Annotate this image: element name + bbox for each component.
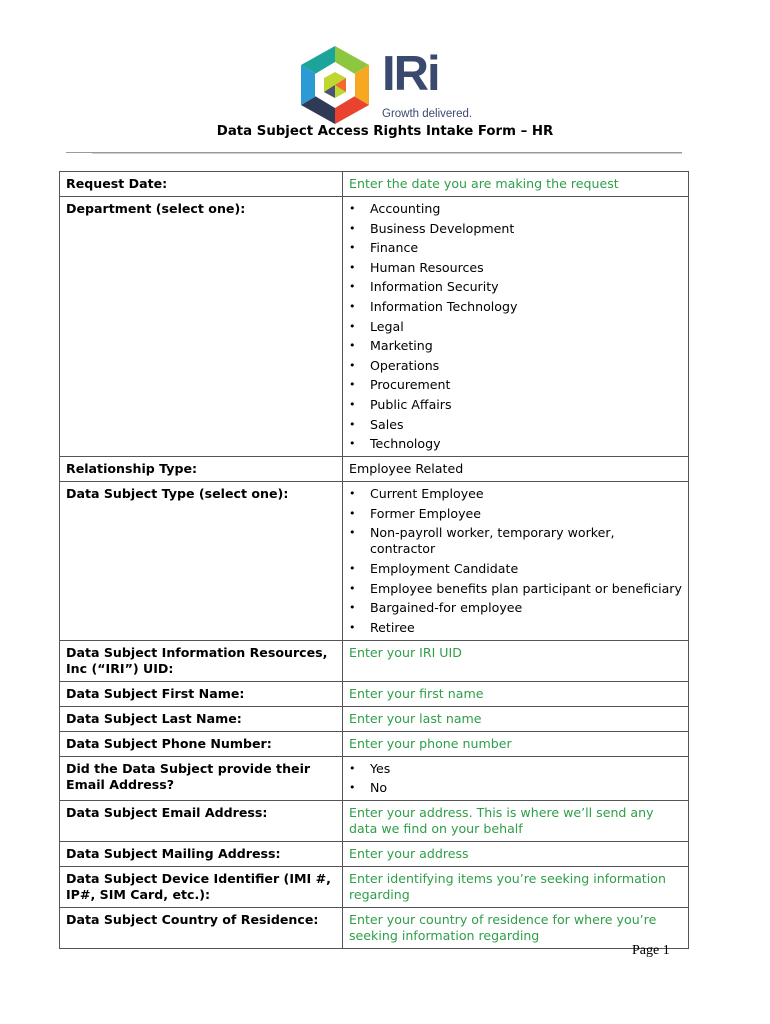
form-title: Data Subject Access Rights Intake Form – HR	[216, 124, 554, 139]
department-option[interactable]: • Finance	[349, 240, 682, 256]
subject-type-option[interactable]: • Employment Candidate	[349, 561, 682, 577]
row-last-name	[60, 706, 689, 731]
label-country: Data Subject Country of Residence:	[60, 908, 343, 949]
department-option[interactable]: • Public Affairs	[349, 397, 682, 413]
row-department	[60, 197, 689, 457]
subject-type-option[interactable]: • Bargained-for employee	[349, 600, 682, 616]
label-iri-uid: Data Subject Information Resources, Inc (“IRI”) UID:	[60, 640, 343, 681]
row-first-name	[60, 681, 689, 706]
label-first-name: Data Subject First Name:	[60, 681, 343, 706]
last-name-field[interactable]: Enter your last name	[343, 706, 689, 731]
email-field[interactable]: Enter your address. This is where we’ll send any data we find on your behalf	[343, 801, 689, 842]
page-number: Page 1	[632, 943, 670, 958]
row-relationship-type	[60, 457, 689, 482]
label-request-date: Request Date:	[60, 172, 343, 197]
row-mailing-address	[60, 842, 689, 867]
phone-field[interactable]: Enter your phone number	[343, 731, 689, 756]
department-option[interactable]: • Human Resources	[349, 260, 682, 276]
label-email-provided: Did the Data Subject provide their Email Address?	[60, 756, 343, 801]
subject-type-option[interactable]: • Current Employee	[349, 486, 682, 502]
intake-form-table	[59, 171, 689, 949]
subject-type-options	[343, 482, 689, 641]
department-option[interactable]: • Business Development	[349, 221, 682, 237]
row-subject-type	[60, 482, 689, 641]
email-provided-options	[343, 756, 689, 801]
first-name-field[interactable]: Enter your first name	[343, 681, 689, 706]
subject-type-option[interactable]: • Former Employee	[349, 506, 682, 522]
row-iri-uid	[60, 640, 689, 681]
brand-wordmark: IRi	[382, 47, 439, 101]
email-provided-option-yes[interactable]: • Yes	[349, 761, 682, 777]
title-divider-shadow	[92, 153, 682, 154]
row-email-provided	[60, 756, 689, 801]
department-option[interactable]: • Information Security	[349, 279, 682, 295]
row-request-date	[60, 172, 689, 197]
department-option[interactable]: • Marketing	[349, 338, 682, 354]
iri-uid-field[interactable]: Enter your IRI UID	[343, 640, 689, 681]
row-country	[60, 908, 689, 949]
label-email: Data Subject Email Address:	[60, 801, 343, 842]
relationship-type-value: Employee Related	[343, 457, 689, 482]
subject-type-option[interactable]: • Employee benefits plan participant or beneficiary	[349, 581, 682, 597]
iri-logo	[298, 44, 478, 126]
brand-tagline: Growth delivered.	[382, 108, 473, 120]
row-device-id	[60, 867, 689, 908]
row-phone	[60, 731, 689, 756]
label-mailing-address: Data Subject Mailing Address:	[60, 842, 343, 867]
mailing-address-field[interactable]: Enter your address	[343, 842, 689, 867]
department-options	[343, 197, 689, 457]
request-date-field[interactable]: Enter the date you are making the request	[343, 172, 689, 197]
hexagon-logo-icon	[298, 44, 372, 126]
subject-type-option[interactable]: • Retiree	[349, 620, 682, 636]
department-option[interactable]: • Information Technology	[349, 299, 682, 315]
department-option[interactable]: • Accounting	[349, 201, 682, 217]
department-option[interactable]: • Operations	[349, 358, 682, 374]
email-provided-option-no[interactable]: • No	[349, 780, 682, 796]
label-subject-type: Data Subject Type (select one):	[60, 482, 343, 641]
department-option[interactable]: • Technology	[349, 436, 682, 452]
department-option[interactable]: • Legal	[349, 319, 682, 335]
row-email	[60, 801, 689, 842]
label-phone: Data Subject Phone Number:	[60, 731, 343, 756]
subject-type-option[interactable]: • Non-payroll worker, temporary worker, contractor	[349, 525, 682, 557]
label-department: Department (select one):	[60, 197, 343, 457]
department-option[interactable]: • Procurement	[349, 377, 682, 393]
label-last-name: Data Subject Last Name:	[60, 706, 343, 731]
label-device-id: Data Subject Device Identifier (IMI #, IP#, SIM Card, etc.):	[60, 867, 343, 908]
country-field[interactable]: Enter your country of residence for where you’re seeking information regarding	[343, 908, 689, 949]
device-id-field[interactable]: Enter identifying items you’re seeking information regarding	[343, 867, 689, 908]
label-relationship-type: Relationship Type:	[60, 457, 343, 482]
department-option[interactable]: • Sales	[349, 417, 682, 433]
